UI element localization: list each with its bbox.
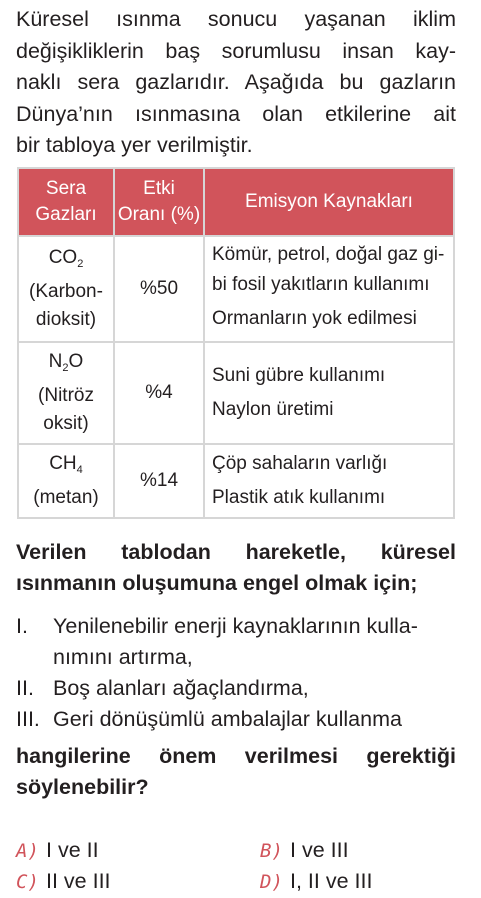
intro-paragraph (16, 4, 456, 162)
sources-cell (204, 236, 454, 342)
question-stem (16, 537, 456, 599)
statement-text: Yenilenebilir enerji kaynaklarının kulla- nımını artırma, (53, 614, 418, 669)
option-text: I ve II (46, 838, 99, 862)
question-line: söylenebilir? (16, 775, 149, 799)
option-text: II ve III (46, 869, 111, 893)
source-line: Naylon üretimi (212, 399, 334, 420)
gas-name: (metan) (33, 487, 99, 508)
source-line: Ormanların yok edilmesi (212, 308, 417, 329)
statement-text: Geri dönüşümlü ambalajlar kullanma (53, 707, 402, 731)
header-sera-gazlari (18, 168, 114, 236)
statement-text: Boş alanları ağaçlandırma, (53, 676, 309, 700)
header-text: Gazları (35, 204, 97, 225)
intro-line: naklı sera gazlarıdır. Aşağıda bu gazların (16, 70, 456, 94)
statement-number: II. (16, 676, 34, 700)
sources-cell (204, 342, 454, 444)
greenhouse-gas-table (17, 167, 455, 519)
gas-cell (18, 444, 114, 518)
option-a[interactable] (16, 838, 99, 863)
gas-formula: $CH_4$ (49, 453, 83, 476)
source-line: Plastik atık kullanımı (212, 487, 386, 508)
option-text: I, II ve III (290, 869, 373, 893)
option-letter: C) (16, 871, 39, 893)
table-row (18, 236, 454, 342)
gas-formula: $N_2O$ (48, 351, 84, 374)
gas-name: (Karbon- (29, 281, 103, 302)
header-text: Etki (143, 178, 175, 199)
option-c[interactable] (16, 869, 111, 894)
statement-list (16, 611, 460, 735)
source-line: Suni gübre kullanımı (212, 365, 386, 386)
statement-number: I. (16, 614, 28, 638)
gas-name: oksit) (43, 413, 89, 434)
statement-item (16, 673, 460, 704)
source-line: Kömür, petrol, doğal gaz gi- (212, 244, 445, 265)
rate-cell: %14 (114, 444, 204, 518)
option-d[interactable] (260, 869, 372, 894)
intro-line: Küresel ısınma sonucu yaşanan iklim (16, 7, 456, 31)
rate-cell: %50 (114, 236, 204, 342)
table-row (18, 444, 454, 518)
table-row (18, 342, 454, 444)
header-text: Sera (45, 178, 87, 199)
source-line: Çöp sahaların varlığı (212, 453, 388, 474)
question-line: ısınmanın oluşumuna engel olmak için; (16, 571, 418, 595)
gas-cell (18, 342, 114, 444)
gas-cell (18, 236, 114, 342)
gas-name: (Nitröz (38, 385, 94, 406)
header-etki-orani (114, 168, 204, 236)
question-line: hangilerine önem verilmesi gerektiği (16, 744, 456, 768)
gas-name: dioksit) (35, 309, 97, 330)
option-letter: D) (260, 871, 283, 893)
option-letter: A) (16, 840, 39, 862)
sources-cell (204, 444, 454, 518)
intro-line: bir tabloya yer verilmiştir. (16, 133, 253, 157)
header-text: Oranı (%) (117, 204, 201, 225)
header-emisyon-kaynaklari: Emisyon Kaynakları (204, 168, 454, 236)
statement-item (16, 704, 460, 735)
source-line: bi fosil yakıtların kullanımı (212, 274, 430, 295)
option-text: I ve III (290, 838, 349, 862)
gas-formula: $CO_2$ (48, 247, 84, 270)
statement-number: III. (16, 707, 40, 731)
statement-item (16, 611, 460, 673)
table-header-row (18, 168, 454, 236)
intro-line: değişikliklerin baş sorumlusu insan kay- (16, 38, 456, 63)
rate-cell: %4 (114, 342, 204, 444)
question-line: Verilen tablodan hareketle, küresel (16, 540, 456, 564)
intro-line: Dünya’nın ısınmasına olan etkilerine ait (16, 101, 456, 126)
question-prompt (16, 741, 456, 803)
option-b[interactable] (260, 838, 349, 863)
option-letter: B) (260, 840, 283, 862)
